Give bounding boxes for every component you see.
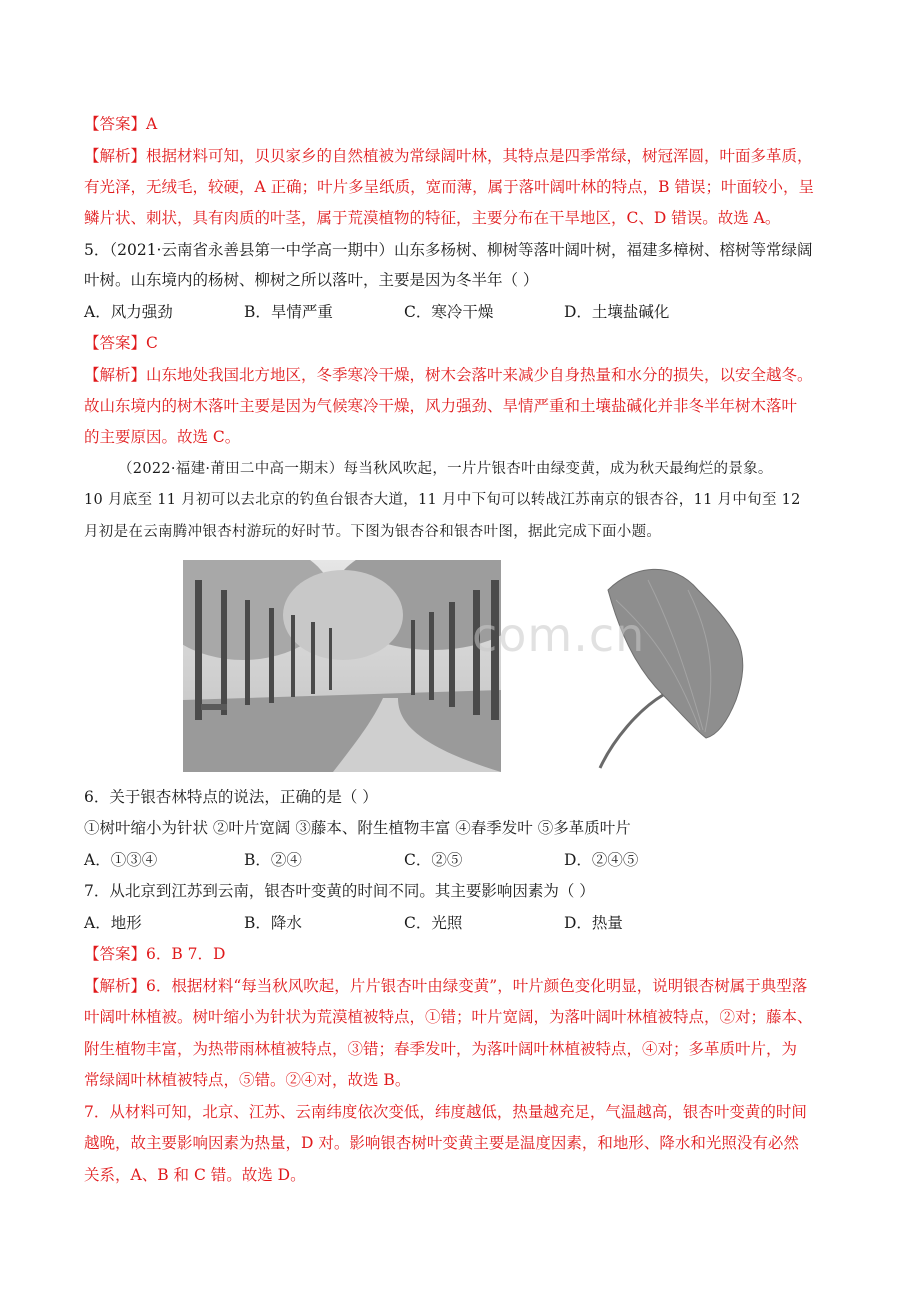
q6-analysis-line: 【解析】6．根据材料“每当秋风吹起，片片银杏叶由绿变黄”，叶片颜色变化明显，说明银杏树属于典型落 <box>84 977 808 995</box>
q67-answer: 【答案】6．B 7．D <box>84 945 226 963</box>
q5-analysis-line: 故山东境内的树木落叶主要是因为气候寒冷干燥，风力强劲、旱情严重和土壤盐碱化并非冬半年树木落叶 <box>84 397 798 415</box>
q4-analysis-line: 有光泽，无绒毛，较硬，A 正确；叶片多呈纸质，宽而薄，属于落叶阔叶林的特点，B 错误；叶面较小，呈 <box>84 178 814 196</box>
q6-stem: 6．关于银杏林特点的说法，正确的是（ ） <box>84 788 378 806</box>
material-line: 月初是在云南腾冲银杏村游玩的好时节。下图为银杏谷和银杏叶图，据此完成下面小题。 <box>84 524 662 540</box>
q6-option-a: A．①③④ <box>84 851 158 869</box>
q4-analysis-line: 鳞片状、刺状，具有肉质的叶茎，属于荒漠植物的特征，主要分布在干旱地区，C、D 错误。故选 A。 <box>84 209 781 227</box>
q7-option-d: D．热量 <box>564 914 623 932</box>
q7-stem: 7．从北京到江苏到云南，银杏叶变黄的时间不同。其主要影响因素为（ ） <box>84 882 595 900</box>
q5-stem-line: 叶树。山东境内的杨树、柳树之所以落叶，主要是因为冬半年（ ） <box>84 271 539 289</box>
q5-stem-line: 5．（2021·云南省永善县第一中学高一期中）山东多杨树、柳树等落叶阔叶树，福建多樟树、榕树等常绿阔 <box>84 241 813 259</box>
q7-option-a: A．地形 <box>84 914 142 932</box>
q6-option-c: C．②⑤ <box>404 851 463 869</box>
q7-analysis-line: 关系，A、B 和 C 错。故选 D。 <box>84 1166 306 1184</box>
q5-option-a: A．风力强劲 <box>84 303 173 321</box>
q6-analysis-line: 叶阔叶林植被。树叶缩小为针状为荒漠植被特点，①错；叶片宽阔，为落叶阔叶林植被特点，②对；藤本、 <box>84 1008 813 1026</box>
q6-statements: ①树叶缩小为针状 ②叶片宽阔 ③藤本、附生植物丰富 ④春季发叶 ⑤多革质叶片 <box>84 819 631 837</box>
q5-analysis-line: 的主要原因。故选 C。 <box>84 428 241 446</box>
q6-analysis-line: 附生植物丰富，为热带雨林植被特点，③错；春季发叶，为落叶阔叶林植被特点，④对；多革质叶片，为 <box>84 1040 798 1058</box>
ginkgo-valley-photo <box>183 560 501 772</box>
q7-option-b: B．降水 <box>244 914 302 932</box>
q7-analysis-line: 7．从材料可知，北京、江苏、云南纬度依次变低，纬度越低，热量越充足，气温越高，银杏叶变黄的时间 <box>84 1103 807 1121</box>
q4-answer: 【答案】A <box>84 115 158 133</box>
q7-option-c: C．光照 <box>404 914 463 932</box>
q7-analysis-line: 越晚，故主要影响因素为热量，D 对。影响银杏树叶变黄主要是温度因素，和地形、降水和光照没有必然 <box>84 1134 799 1152</box>
q6-option-d: D．②④⑤ <box>564 851 639 869</box>
q5-option-c: C．寒冷干燥 <box>404 303 494 321</box>
ginkgo-leaf-image <box>578 560 748 772</box>
q4-analysis-line: 【解析】根据材料可知，贝贝家乡的自然植被为常绿阔叶林，其特点是四季常绿，树冠浑圆，叶面多革质， <box>84 147 813 165</box>
q6-analysis-line: 常绿阔叶林植被特点，⑤错。②④对，故选 B。 <box>84 1071 411 1089</box>
material-line: 10 月底至 11 月初可以去北京的钓鱼台银杏大道，11 月中下旬可以转战江苏南京的银杏谷，11 月中旬至 12 <box>84 492 801 508</box>
q5-option-b: B．旱情严重 <box>244 303 333 321</box>
material-line: （2022·福建·莆田二中高一期末）每当秋风吹起，一片片银杏叶由绿变黄，成为秋天最绚烂的景象。 <box>118 461 773 477</box>
watermark: com.cn <box>472 608 646 662</box>
q6-option-b: B．②④ <box>244 851 302 869</box>
q5-analysis-line: 【解析】山东地处我国北方地区，冬季寒冷干燥，树木会落叶来减少自身热量和水分的损失，以安全越冬。 <box>84 366 813 384</box>
q5-option-d: D．土壤盐碱化 <box>564 303 670 321</box>
q5-answer: 【答案】C <box>84 334 158 352</box>
